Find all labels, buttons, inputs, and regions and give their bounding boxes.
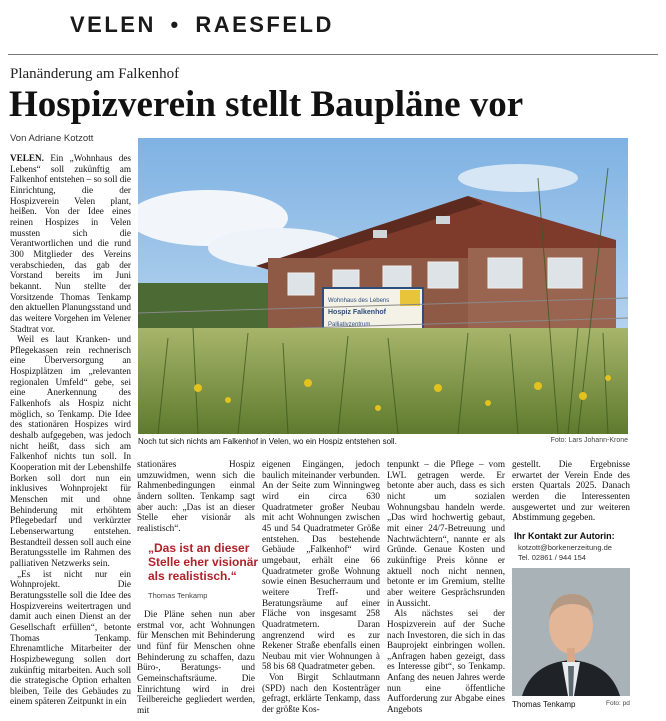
byline: Von Adriane Kotzott (10, 133, 94, 144)
contact-phone: Tel. 02861 / 944 154 (518, 553, 586, 562)
portrait-name: Thomas Tenkamp (512, 700, 576, 709)
photo-credit: Foto: Lars Johann-Krone (550, 437, 628, 444)
contact-title: Ihr Kontakt zur Autorin: (514, 531, 615, 541)
section-dot: • (170, 12, 181, 37)
portrait-credit: Foto: pd (606, 700, 630, 707)
portrait-illustration (512, 568, 630, 696)
section-header (70, 12, 334, 38)
column-2-bottom (137, 609, 255, 715)
sign-line-2: Hospiz Falkenhof (328, 309, 386, 316)
col4-paragraph-2: Als nächstes sei der Hospizverein auf der Suche nach Investoren, die sich in das Bauprojekt einbringen wollen. „Anfragen haben gezeigt, dass es Interesse gibt“, so Tenkamp. Anfang des neuen Jahres werde nun eine öffentliche Aufforderung zur Abgabe eines Angebots (387, 608, 505, 715)
main-photo (138, 138, 628, 434)
col1-paragraph-1: Ein „Wohnhaus des Lebens“ soll zukünftig am Falkenhof entstehen – so soll die Einrichtung, die der Hospizverein Velen plant, heißen. Von der Idee eines reinen Hospizes in Velen mussten sich die Verantwortlichen und die rund 300 Mitglieder des Vereins verabschieden, das gab der Vorstand bereits im Juni bekannt. Nun stellte der Vorsitzende Thomas Tenkamp den aktuellen Planungsstand und das weitere Vorgehen im Velener Stadtrat vor. (10, 153, 131, 334)
contact-email[interactable]: kotzott@borkenerzeitung.de (518, 543, 612, 552)
column-3 (262, 459, 380, 715)
column-1 (10, 153, 131, 713)
col1-paragraph-3: „Es ist nicht nur ein Wohnprojekt. Die Beratungsstelle soll die Idee des Hospizvereins weitertragen und damit auch einen Dienst an der Gesellschaft erfüllen“, betonte Thomas Tenkamp. Ehrenamtliche Mitarbeiter der Hospizbewegung sollen dort zukünftig mitarbeiten. Auch soll die strategische Option erhalten bleiben, Teile des Gebäudes zu einem späteren Zeitpunkt in ein (10, 568, 131, 707)
column-5 (512, 459, 630, 523)
section-right: RAESFELD (195, 12, 334, 37)
header-rule (8, 54, 658, 55)
headline: Hospizverein stellt Baupläne vor (9, 84, 524, 125)
pull-quote: „Das ist an dieser Stelle eher visionär als realistisch.“ (148, 541, 259, 583)
col3-paragraph-2: Von Birgit Schlautmann (SPD) nach den Kostenträger gefragt, erklärte Tenkamp, dass der größte Kos- (262, 672, 380, 715)
col2-paragraph-2: Die Pläne sehen nun aber erstmal vor, acht Wohnungen für Menschen mit Behinderung und fünf für Menschen ohne Behinderung zu schaffen, dazu Büro-, Beratungs- und Gemeinschaftsräume. Die Einrichtung wird in drei Teilbereiche gegliedert werden, mit (137, 609, 255, 715)
column-2 (137, 459, 255, 534)
sign-line-1: Wohnhaus des Lebens (328, 298, 390, 304)
col4-paragraph-1: tenpunkt – die Pflege – vom LWL getragen werde. Er betonte aber auch, dass es sich nicht um sozialen Wohnungsbau handeln werde. „Das wird hochwertig gebaut, mit einer 24/7-Betreuung und Nachtwächtern“, nannte er als Gründe. Genaue Kosten und zukünftige Preis könne er aktuell noch nicht nennen, betonte er im Gremium, stellte aber weitere Gesprächsrunden in Aussicht. (387, 459, 505, 608)
col1-paragraph-2: Weil es laut Kranken- und Pflegekassen rein rechnerisch eine Überversorgung an Hospizplätzen im „relevanten regionalen Umfeld“ gebe, sei eine Anerkennung des Falkenhofs als Hospiz nicht möglich, so Tenkamp. Die Idee des stationären Hospizes wird deshalb aufgegeben, was jedoch nicht heißt, dass sich am Falkenhof nichts tun soll. In Kooperation mit der Lebenshilfe Borken soll dort nun ein inklusives Wohnprojekt für Menschen mit und ohne Behinderung mit erhöhtem Pflegebedarf und verkürzter Lebenserwartung entstehen. Bestandteil dessen soll auch eine Beratungsstelle im Rahmen des palliativen Netzwerks sein. (10, 334, 131, 568)
kicker: Planänderung am Falkenhof (10, 66, 180, 82)
col2-paragraph-1: stationäres Hospiz umzuwidmen, wenn sich die Rahmenbedingungen einmal ändern sollten. Tenkamp sagt aber auch: „Das ist an dieser Stelle eher visionär als realistisch“. (137, 459, 255, 533)
portrait-photo (512, 568, 630, 696)
sign-line-3: Palliativzentrum (328, 322, 371, 328)
col5-paragraph-1: gestellt. Die Ergebnisse erwartet der Verein Ende des ersten Quartals 2025. Danach werden die Interessenten ausgewertet und zur weiteren Abstimmung gegeben. (512, 459, 630, 523)
section-left: VELEN (70, 12, 156, 37)
pull-quote-author: Thomas Tenkamp (148, 591, 208, 600)
lead-word: VELEN. (10, 153, 44, 163)
column-4 (387, 459, 505, 715)
col3-paragraph-1: eigenen Eingängen, jedoch baulich miteinander verbunden. An der Seite zum Winningweg wird ein circa 630 Quadratmeter großer Neubau mit acht Wohnungen zwischen 45 und 54 Quadratmeter Größe entstehen. Das bestehende Gebäude „Falkenhof“ wird umgebaut, erhält eine 66 Quadratmeter große Wohnung sowie einen Besucherraum und weitere Treff- und Beratungsräume auf einer Fläche von insgesamt 258 Quadratmetern. Daran angrenzend wird es zur Rekener Straße ebenfalls einen Neubau mit vier Wohnungen à 58 bis 68 Quadratmeter geben. (262, 459, 380, 672)
photo-caption: Noch tut sich nichts am Falkenhof in Velen, wo ein Hospiz entstehen soll. (138, 437, 397, 446)
building-illustration (138, 138, 628, 434)
